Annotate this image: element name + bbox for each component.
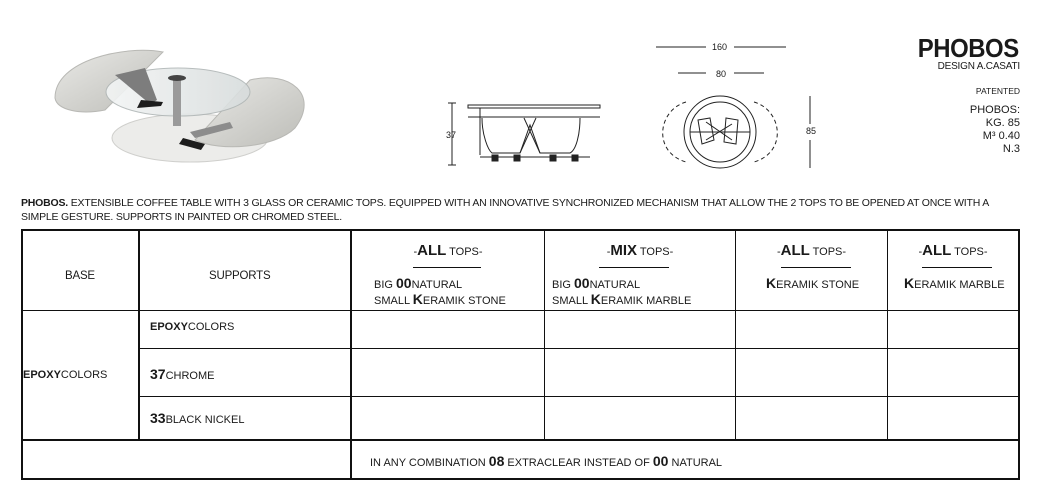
- top-width-dimension: 80: [716, 69, 727, 79]
- spec-volume: M³ 0.40: [982, 130, 1020, 142]
- description-lead: PHOBOS.: [21, 197, 69, 209]
- support-row-black-nickel: 33BLACK NICKEL: [150, 410, 245, 426]
- top-view-drawing: [650, 40, 820, 175]
- product-description: [21, 196, 1026, 224]
- option-detail-4: KERAMIK MARBLE: [904, 275, 1005, 291]
- designer-credit: DESIGN A.CASATI: [937, 61, 1020, 72]
- option-detail-3: KERAMIK STONE: [766, 275, 860, 291]
- combination-note: IN ANY COMBINATION 08 EXTRACLEAR INSTEAD OF 00 NATURAL: [370, 453, 723, 469]
- base-value: EPOXYCOLORS: [23, 369, 108, 381]
- description-text: EXTENSIBLE COFFEE TABLE WITH 3 GLASS OR CERAMIC TOPS. EQUIPPED WITH AN INNOVATIVE SYNCHRONIZED MECHANISM THAT ALLOW THE 2 TOPS TO BE OPENED AT ONCE WITH A SIMPLE GESTURE. SUPPORTS IN PAINTED OR CHROMED STEEL.: [21, 197, 989, 223]
- product-title: PHOBOS: [918, 33, 1019, 63]
- option-header-1: -ALL TOPS-: [413, 242, 483, 259]
- support-row-epoxy: EPOXYCOLORS: [150, 321, 235, 333]
- spec-packages: N.3: [1002, 143, 1020, 155]
- option-detail-1: BIG 00NATURAL SMALL KERAMIK STONE: [374, 275, 506, 307]
- column-header-supports: SUPPORTS: [209, 270, 271, 282]
- column-header-base: BASE: [65, 270, 95, 282]
- spec-name: PHOBOS:: [969, 104, 1020, 116]
- product-photo: [45, 40, 320, 170]
- support-row-chrome: 37CHROME: [150, 366, 215, 382]
- product-specs: [970, 104, 1020, 156]
- height-dimension: 37: [446, 130, 457, 140]
- overall-width-dimension: 160: [712, 42, 728, 52]
- side-view-drawing: [440, 95, 610, 170]
- option-header-3: -ALL TOPS-: [776, 242, 847, 259]
- option-header-2: -MIX TOPS-: [606, 242, 674, 259]
- option-header-4: -ALL TOPS-: [918, 242, 988, 259]
- option-detail-2: BIG 00NATURAL SMALL KERAMIK MARBLE: [552, 275, 692, 307]
- depth-dimension: 85: [806, 126, 817, 136]
- spec-weight: KG. 85: [985, 117, 1020, 129]
- patented-label: PATENTED: [975, 86, 1020, 96]
